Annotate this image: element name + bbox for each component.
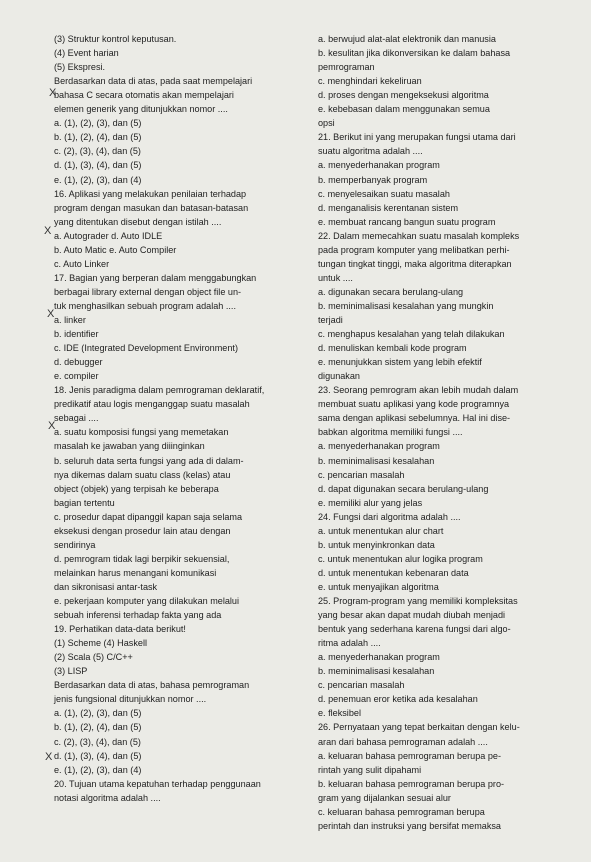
text-line: notasi algoritma adalah .... <box>54 792 161 803</box>
text-line: c. menghindari kekeliruan <box>318 76 422 87</box>
text-line: 16. Aplikasi yang melakukan penilaian terhadap <box>54 188 247 199</box>
text-line: c. (2), (3), (4), dan (5) <box>54 146 141 157</box>
text-line: opsi <box>318 118 335 129</box>
text-line: b. meminimalisasi kesalahan <box>318 455 435 466</box>
text-line: (3) Struktur kontrol keputusan. <box>54 34 177 44</box>
text-line: elemen generik yang ditunjukkan nomor .... <box>54 104 228 115</box>
text-line: b. meminimalisasi kesalahan <box>318 666 435 677</box>
text-line: nya dikemas dalam suatu class (kelas) atau <box>54 469 231 480</box>
text-line: bahasa C secara otomatis akan mempelajari <box>54 90 234 101</box>
text-line: c. (2), (3), (4), dan (5) <box>54 736 141 747</box>
text-line: pemrograman <box>318 62 375 73</box>
text-line: d. pemrogram tidak lagi berpikir sekuensial, <box>54 553 230 564</box>
text-line: a. menyederhanakan program <box>318 160 440 171</box>
text-line: sendirinya <box>54 539 96 550</box>
text-line: e. menunjukkan sistem yang lebih efektif <box>318 357 482 368</box>
text-line: ritma adalah .... <box>318 638 381 649</box>
text-line: sebuah inferensi terhadap fakta yang ada <box>54 610 222 621</box>
text-line: c. IDE (Integrated Development Environment) <box>54 343 238 354</box>
text-line: bagian tertentu <box>54 497 115 508</box>
text-line: 26. Pernyataan yang tepat berkaitan dengan kelu- <box>318 722 520 733</box>
text-line: 19. Perhatikan data-data berikut! <box>54 624 186 635</box>
text-line: (5) Ekspresi. <box>54 62 106 73</box>
text-line: d. untuk menentukan kebenaran data <box>318 567 469 578</box>
text-line: babkan algoritma memiliki fungsi .... <box>318 427 463 438</box>
text-line: e. untuk menyajikan algoritma <box>318 581 439 592</box>
text-line: c. pencarian masalah <box>318 469 405 480</box>
text-line: a. suatu komposisi fungsi yang memetakan <box>54 427 229 438</box>
text-line: b. keluaran bahasa pemrograman berupa pro- <box>318 778 505 789</box>
text-line: sama dengan aplikasi sebelumnya. Hal ini dise- <box>318 413 511 424</box>
text-line: b. (1), (2), (4), dan (5) <box>54 722 142 733</box>
text-line: d. menuliskan kembali kode program <box>318 343 467 354</box>
handwritten-mark: X <box>48 420 56 432</box>
text-line: a. untuk menentukan alur chart <box>318 525 444 536</box>
text-line: aran dari bahasa pemrograman adalah .... <box>318 736 488 747</box>
text-line: c. pencarian masalah <box>318 680 405 691</box>
text-line: c. untuk menentukan alur logika program <box>318 553 483 564</box>
handwritten-mark: X <box>45 751 53 763</box>
text-line: e. kebebasan dalam menggunakan semua <box>318 104 490 115</box>
text-line: bentuk yang sederhana karena fungsi dari algo- <box>318 624 511 635</box>
text-line: c. keluaran bahasa pemrograman berupa <box>318 806 485 817</box>
text-line: (4) Event harian <box>54 48 119 59</box>
text-line: Berdasarkan data di atas, pada saat mempelajari <box>54 76 253 87</box>
text-line: d. debugger <box>54 357 103 368</box>
text-line: melainkan harus menangani komunikasi <box>54 567 217 578</box>
text-line: e. memiliki alur yang jelas <box>318 497 423 508</box>
text-line: suatu algoritma adalah .... <box>318 146 423 157</box>
text-line: perintah dan instruksi yang bersifat memaksa <box>318 820 501 831</box>
text-line: (1) Scheme (4) Haskell <box>54 638 147 649</box>
text-line: e. pekerjaan komputer yang dilakukan melalui <box>54 596 240 606</box>
text-line: yang ditentukan disebut dengan istilah .... <box>54 216 222 227</box>
text-line: yang besar akan dapat mudah diubah menjadi <box>318 610 506 621</box>
text-line: a. Autograder d. Auto IDLE <box>54 230 163 241</box>
text-line: sebagai .... <box>54 413 99 424</box>
text-line: a. (1), (2), (3), dan (5) <box>54 708 142 719</box>
text-line: rintah yang sulit dipahami <box>318 764 422 775</box>
text-line: 17. Bagian yang berperan dalam menggabungkan <box>54 272 257 283</box>
text-line: e. compiler <box>54 371 99 382</box>
handwritten-mark: X <box>44 225 52 237</box>
text-line: 23. Seorang pemrogram akan lebih mudah dalam <box>318 385 519 396</box>
text-line: untuk .... <box>318 272 353 283</box>
text-line: digunakan <box>318 371 360 382</box>
text-line: 18. Jenis paradigma dalam pemrograman deklaratif, <box>54 385 265 396</box>
text-line: a. (1), (2), (3), dan (5) <box>54 118 142 129</box>
text-line: predikatif atau logis menganggap suatu masalah <box>54 399 250 410</box>
text-line: membuat suatu aplikasi yang kode programnya <box>318 399 510 410</box>
text-line: a. keluaran bahasa pemrograman berupa pe- <box>318 750 502 761</box>
text-line: b. identifier <box>54 329 99 340</box>
text-line: d. dapat digunakan secara berulang-ulang <box>318 483 489 494</box>
text-line: tuk menghasilkan sebuah program adalah .... <box>54 300 236 311</box>
text-line: b. seluruh data serta fungsi yang ada di dalam- <box>54 455 244 466</box>
text-line: a. digunakan secara berulang-ulang <box>318 286 464 297</box>
text-line: berbagai library external dengan object file un- <box>54 286 242 297</box>
text-line: b. Auto Matic e. Auto Compiler <box>54 244 177 255</box>
text-line: b. kesulitan jika dikonversikan ke dalam bahasa <box>318 48 511 59</box>
text-line: e. fleksibel <box>318 708 361 719</box>
text-line: b. memperbanyak program <box>318 174 428 185</box>
text-line: e. membuat rancang bangun suatu program <box>318 216 496 227</box>
text-line: Berdasarkan data di atas, bahasa pemrograman <box>54 680 250 691</box>
text-line: d. (1), (3), (4), dan (5) <box>54 750 142 761</box>
text-line: 22. Dalam memecahkan suatu masalah kompleks <box>318 230 520 241</box>
text-line: dan sikronisasi antar-task <box>54 581 158 592</box>
text-line: 20. Tujuan utama kepatuhan terhadap penggunaan <box>54 778 261 789</box>
text-line: program dengan masukan dan batasan-batasan <box>54 202 249 213</box>
text-line: gram yang dijalankan sesuai alur <box>318 792 451 803</box>
handwritten-mark: X <box>49 87 57 99</box>
text-line: b. (1), (2), (4), dan (5) <box>54 132 142 143</box>
handwritten-mark: X <box>47 308 55 320</box>
text-line: terjadi <box>318 315 343 325</box>
text-line: c. prosedur dapat dipanggil kapan saja selama <box>54 511 243 522</box>
text-line: e. (1), (2), (3), dan (4) <box>54 174 142 185</box>
text-line: c. menyelesaikan suatu masalah <box>318 188 450 199</box>
text-line: object (objek) yang terpisah ke beberapa <box>54 483 219 494</box>
text-line: eksekusi dengan prosedur lain atau dengan <box>54 525 231 536</box>
text-line: 24. Fungsi dari algoritma adalah .... <box>318 511 461 522</box>
text-line: a. menyederhanakan program <box>318 652 440 663</box>
text-line: (3) LISP <box>54 666 88 677</box>
text-line: masalah ke jawaban yang diiinginkan <box>54 441 205 452</box>
text-line: a. linker <box>54 315 86 325</box>
text-line: pada program komputer yang melibatkan perhi- <box>318 244 510 255</box>
text-line: tungan tingkat tinggi, maka algoritma diterapkan <box>318 258 512 269</box>
text-line: d. penemuan eror ketika ada kesalahan <box>318 694 478 705</box>
text-line: d. menganalisis kerentanan sistem <box>318 202 459 213</box>
text-line: a. menyederhanakan program <box>318 441 440 452</box>
text-line: d. proses dengan mengeksekusi algoritma <box>318 90 489 101</box>
text-line: jenis fungsional ditunjukkan nomor .... <box>54 694 207 705</box>
text-line: c. menghapus kesalahan yang telah dilakukan <box>318 329 505 340</box>
text-line: a. berwujud alat-alat elektronik dan manusia <box>318 34 496 44</box>
text-line: b. untuk menyinkronkan data <box>318 539 435 550</box>
text-line: b. meminimalisasi kesalahan yang mungkin <box>318 300 494 311</box>
text-line: 21. Berikut ini yang merupakan fungsi utama dari <box>318 132 516 143</box>
text-line: d. (1), (3), (4), dan (5) <box>54 160 142 171</box>
text-line: c. Auto Linker <box>54 258 110 269</box>
text-line: 25. Program-program yang memiliki kompleksitas <box>318 596 518 606</box>
text-line: e. (1), (2), (3), dan (4) <box>54 764 142 775</box>
text-line: (2) Scala (5) C/C++ <box>54 652 133 663</box>
